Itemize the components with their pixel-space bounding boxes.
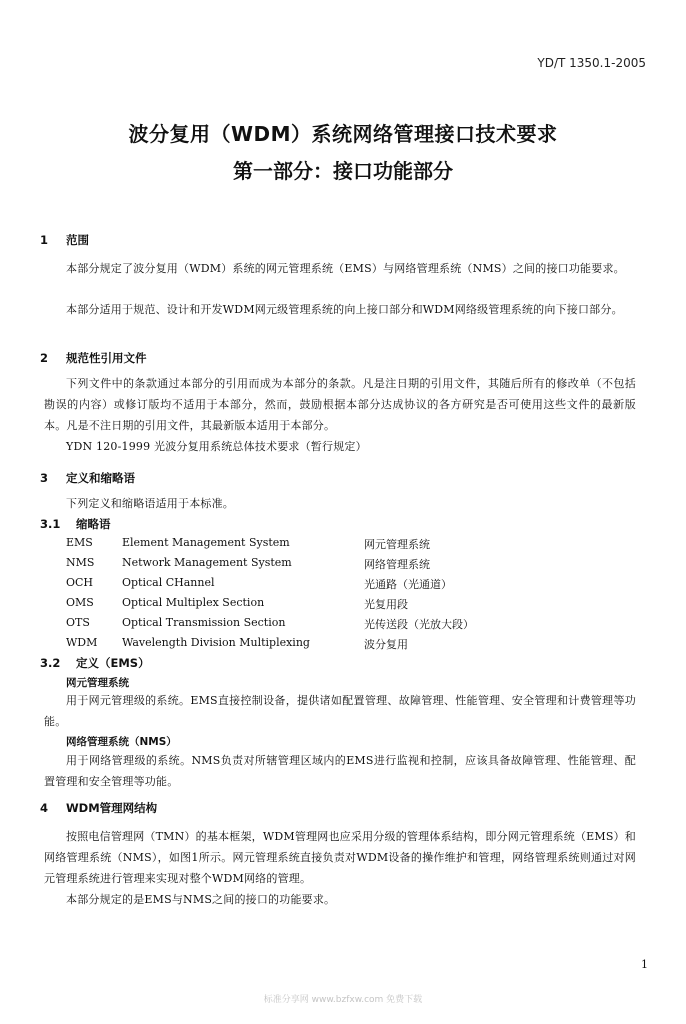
table-row (66, 556, 474, 576)
section-title: 定义（EMS） (76, 656, 150, 670)
section-number: 3.1 (40, 517, 61, 531)
definition-nms: 用于网络管理级的系统。NMS负责对所辖管理区域内的EMS进行监视和控制，应该具备故障管理、性能管理、配置管理和安全管理等功能。 (44, 754, 636, 788)
section-3-intro: 下列定义和缩略语适用于本标准。 (66, 497, 234, 510)
table-row (66, 636, 474, 656)
english-term-cell: Element Management System (122, 536, 290, 549)
section-2-reference: YDN 120-1999 光波分复用系统总体技术要求（暂行规定） (66, 440, 367, 453)
english-term-cell: Optical Multiplex Section (122, 596, 265, 609)
section-title: WDM管理网结构 (66, 801, 158, 815)
section-3-1-heading (40, 516, 111, 532)
section-title: 缩略语 (76, 517, 111, 531)
table-row (66, 616, 474, 636)
abbr-cell: OMS (66, 596, 94, 609)
term-nms: 网络管理系统（NMS） (66, 736, 177, 748)
section-4-paragraph-2: 本部分规定的是EMS与NMS之间的接口的功能要求。 (66, 893, 336, 906)
chinese-term-cell: 光复用段 (364, 598, 408, 611)
standard-code: YD/T 1350.1-2005 (537, 56, 646, 70)
abbr-cell: WDM (66, 636, 98, 649)
section-number: 4 (40, 801, 49, 815)
page-number: 1 (641, 958, 648, 971)
section-4-paragraph-1: 按照电信管理网（TMN）的基本框架，WDM管理网也应采用分级的管理体系结构，即分网元管理系统（EMS）和网络管理系统（NMS），如图1所示。网元管理系统直接负责对WDM设备的操作维护和管理，网络管理系统则通过对网元管理系统进行管理来实现对整个WDM网络的管理。 (44, 830, 636, 885)
section-4-heading (40, 800, 157, 816)
abbr-cell: NMS (66, 556, 95, 569)
chinese-term-cell: 光通路（光通道） (364, 578, 452, 591)
term-ems: 网元管理系统 (66, 677, 129, 689)
section-2-paragraph-1: 下列文件中的条款通过本部分的引用而成为本部分的条款。凡是注日期的引用文件，其随后所有的修改单（不包括勘误的内容）或修订版均不适用于本部分，然而，鼓励根据本部分达成协议的各方研究是否可使用这些文件的最新版本。凡是不注日期的引用文件，其最新版本适用于本部分。 (44, 377, 636, 432)
chinese-term-cell: 波分复用 (364, 638, 408, 651)
english-term-cell: Optical CHannel (122, 576, 215, 589)
section-number: 1 (40, 233, 49, 247)
document-subtitle: 第一部分：接口功能部分 (233, 159, 453, 183)
chinese-term-cell: 网络管理系统 (364, 558, 430, 571)
document-title: 波分复用（WDM）系统网络管理接口技术要求 (128, 122, 558, 146)
footer-watermark: 标准分享网 www.bzfxw.com 免费下载 (263, 995, 423, 1005)
section-3-heading (40, 470, 135, 486)
section-title: 范围 (66, 233, 89, 247)
chinese-term-cell: 网元管理系统 (364, 538, 430, 551)
english-term-cell: Network Management System (122, 556, 292, 569)
abbr-cell: EMS (66, 536, 93, 549)
table-row (66, 576, 474, 596)
section-number: 3 (40, 471, 49, 485)
section-1-heading (40, 232, 89, 248)
chinese-term-cell: 光传送段（光放大段） (364, 618, 474, 631)
section-1-paragraph-1: 本部分规定了波分复用（WDM）系统的网元管理系统（EMS）与网络管理系统（NMS）之间的接口功能要求。 (66, 262, 625, 275)
section-2-heading (40, 350, 147, 366)
section-1-paragraph-2: 本部分适用于规范、设计和开发WDM网元级管理系统的向上接口部分和WDM网络级管理系统的向下接口部分。 (66, 303, 623, 316)
definition-ems: 用于网元管理级的系统。EMS直接控制设备，提供诸如配置管理、故障管理、性能管理、安全管理和计费管理等功能。 (44, 694, 636, 728)
section-number: 2 (40, 351, 49, 365)
english-term-cell: Wavelength Division Multiplexing (122, 636, 310, 649)
abbreviation-table (66, 536, 474, 656)
section-3-2-heading (40, 655, 150, 671)
abbr-cell: OCH (66, 576, 94, 589)
english-term-cell: Optical Transmission Section (122, 616, 286, 629)
section-title: 规范性引用文件 (66, 351, 147, 365)
section-number: 3.2 (40, 656, 61, 670)
abbr-cell: OTS (66, 616, 90, 629)
table-row (66, 596, 474, 616)
table-row (66, 536, 474, 556)
section-title: 定义和缩略语 (66, 471, 135, 485)
